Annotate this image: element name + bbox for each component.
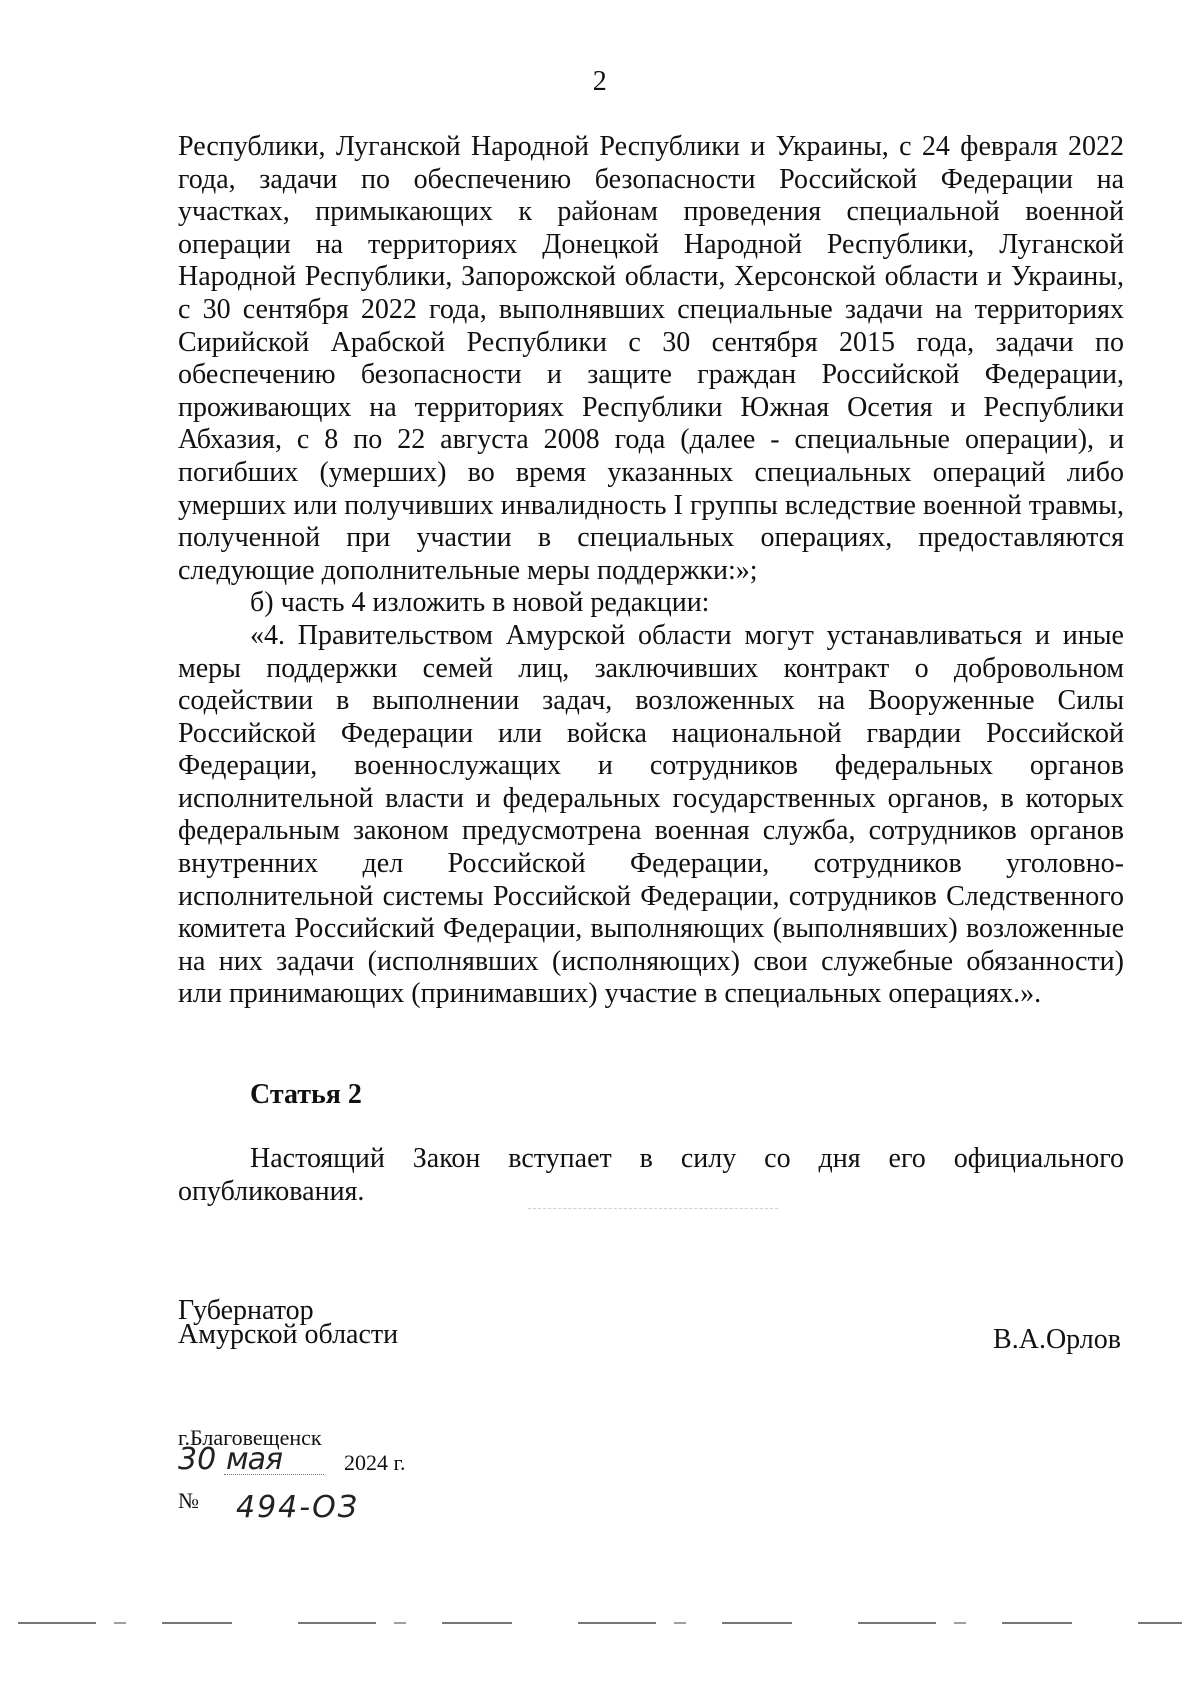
faint-scan-line [528,1208,778,1210]
date-underline [224,1474,324,1475]
number-sign: № [178,1488,199,1513]
place-of-signing: г.Благовещенск [178,1425,322,1450]
law-number [178,1488,478,1528]
signatory-name: В.А.Орлов [993,1324,1121,1355]
scan-bottom-rule [18,1622,1182,1624]
signatory-position-line-1: Губернатор [178,1295,314,1326]
date-year: 2024 г. [344,1450,406,1475]
article-2-heading: Статья 2 [250,1079,362,1110]
signatory-position [178,1295,399,1350]
handwritten-date-day: 30 [178,1442,217,1477]
handwritten-date-month: мая [226,1442,283,1477]
signatory-position-line-2: Амурской области [178,1319,399,1350]
article-2-text: Настоящий Закон вступает в силу со дня его официального опубликования. [178,1143,1124,1207]
body-paragraph-continuation: Республики, Луганской Народной Республики и Украины, с 24 февраля 2022 года, задачи по обеспечению безопасности Российской Федерации на участках, примыкающих к районам проведения специальной военной операции на территориях Донецкой Народной Республики, Луганской Народной Республики, Запорожской области, Херсонской области и Украины, с 30 сентября 2022 года, выполнявших специальные задачи на территориях Сирийской Арабской Республики с 30 сентября 2015 года, задачи по обеспечению безопасности и защите граждан Российской Федерации, проживающих на территориях Республики Южная Осетия и Республики Абхазия, с 8 по 22 августа 2008 года (далее - специальные операции), и погибших (умерших) во время указанных специальных операций либо умерших или получивших инвалидность I группы вследствие военной травмы, полученной при участии в специальных операциях, предоставляются следующие дополнительные меры поддержки:»; [178,131,1124,586]
law-body [178,131,1124,1011]
body-paragraph-part-4: «4. Правительством Амурской области могут устанавливаться и иные меры поддержки семей лиц, заключивших контракт о добровольном содействии в выполнении задач, возложенных на Вооруженные Силы Российской Федерации или войска национальной гвардии Российской Федерации, военнослужащих и сотрудников федеральных органов исполнительной власти и федеральных государственных органов, в которых федеральным законом предусмотрена военная служба, сотрудников органов внутренних дел Российской Федерации, сотрудников уголовно-исполнительной системы Российской Федерации, сотрудников Следственного комитета Российский Федерации, выполняющих (выполнявших) возложенные на них задачи (исполнявших (исполняющих) свои служебные обязанности) или принимающих (принимавших) участие в специальных операциях.». [178,619,1124,1010]
page-number: 2 [592,66,608,97]
body-paragraph-amendment-b: б) часть 4 изложить в новой редакции: [250,587,710,619]
handwritten-law-number: 494-ОЗ [236,1490,359,1525]
signing-date [178,1442,478,1482]
article-2-body [178,1143,1124,1208]
